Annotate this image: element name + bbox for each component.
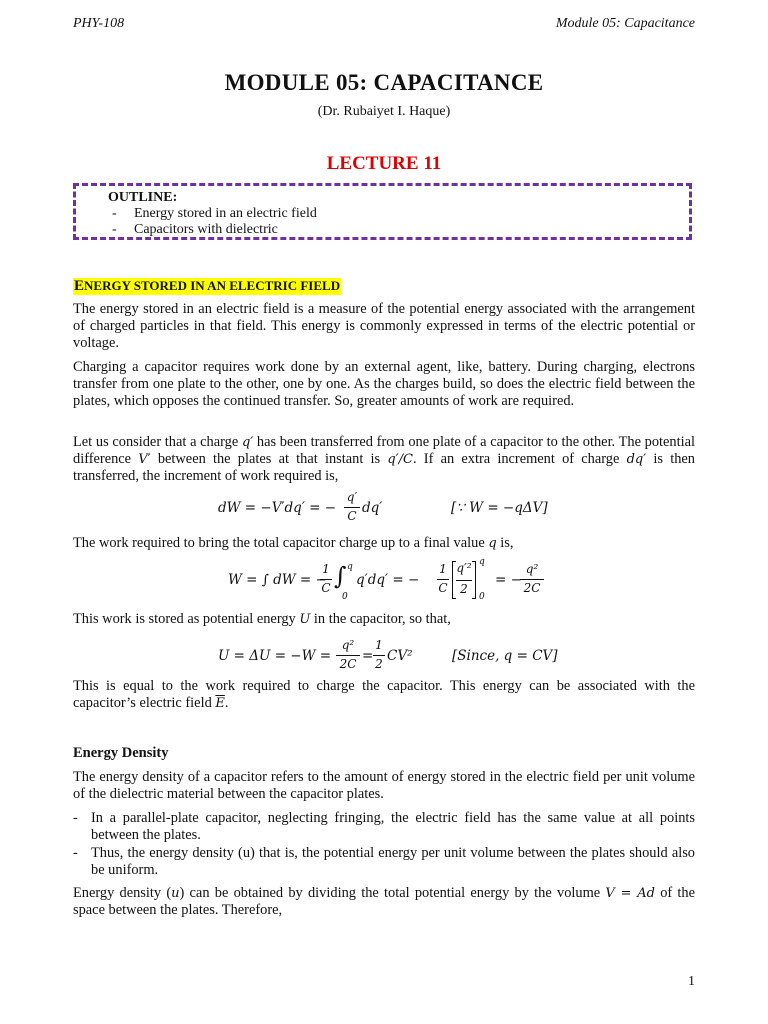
- math-inline: dq′: [626, 452, 647, 467]
- text-run: of the space between the plates. Therefore,: [73, 885, 695, 918]
- eq3-frac1-bar: [336, 655, 360, 656]
- math-inline: q′: [241, 435, 254, 450]
- eq1-fraction-bar: [344, 507, 360, 508]
- eq3-b: =: [362, 648, 374, 664]
- eq1-numerator: q′: [346, 490, 358, 504]
- eq2-br-upper: q: [479, 557, 485, 567]
- paragraph-3: [73, 434, 695, 485]
- math-inline: u: [171, 886, 180, 901]
- eq2-frac1-bar: [320, 579, 332, 580]
- outline-heading: OUTLINE:: [108, 190, 178, 205]
- eq2-c: = −: [495, 572, 522, 588]
- author: (Dr. Rubaiyet I. Haque): [317, 104, 451, 119]
- eq3-c: CV²: [387, 648, 413, 664]
- text-run: is then transferred, the increment of work required is,: [73, 451, 696, 484]
- eq2-frac2-num: 1: [439, 562, 447, 576]
- paragraph-8: [73, 885, 695, 919]
- section-heading-initial: E: [74, 278, 85, 294]
- eq2-br-den: 2: [460, 582, 468, 596]
- text-run: .: [224, 695, 229, 711]
- paragraph-4: [73, 535, 695, 552]
- text-run: ) can be obtained by dividing the total potential energy by the volume: [179, 885, 606, 901]
- list-item: - In a parallel-plate capacitor, neglecting fringing, the electric field has the same value at all points between the plates.: [73, 810, 695, 844]
- paragraph-7: The energy density of a capacitor refers to the amount of energy stored in the electric field per unit volume of the dielectric material between the capacitor plates.: [73, 769, 695, 802]
- eq2-frac2-bar: [437, 579, 449, 580]
- math-inline: V′: [138, 452, 151, 467]
- page-number: 1: [688, 974, 695, 989]
- math-inline: V = Ad: [605, 886, 655, 901]
- list-item: - Thus, the energy density (u) that is, the potential energy per unit volume between the plates should also be uniform.: [73, 845, 695, 879]
- eq2-br-num: q′²: [456, 561, 472, 575]
- eq2-frac3-den: 2C: [523, 581, 541, 595]
- eq1-denominator: C: [347, 509, 357, 523]
- eq3-frac2-bar: [373, 655, 385, 656]
- eq2-br-bar: [456, 580, 472, 581]
- math-inline: U: [299, 612, 311, 627]
- eq2-frac3-bar: [520, 579, 544, 580]
- eq2-b: q′dq′ = −: [356, 572, 420, 588]
- eq2-br-lower: 0: [479, 592, 485, 602]
- eq2-integral-sign: ∫: [334, 562, 347, 590]
- math-inline: $\overline{E}$: [215, 696, 225, 711]
- header-course: PHY-108: [73, 16, 125, 31]
- eq3-frac1-num: q²: [341, 638, 355, 652]
- subheading-energy-density: Energy Density: [73, 745, 169, 761]
- paragraph-6: [73, 678, 695, 712]
- text-run: . If an extra increment of charge: [412, 451, 627, 467]
- paragraph-1: The energy stored in an electric field is a measure of the potential energy associated with the arrangement of charged particles in that field. This energy is commonly expressed in terms of the electric potential or voltage.: [73, 301, 695, 351]
- eq3-a: U = ΔU = −W =: [218, 648, 332, 664]
- text-run: is,: [496, 535, 514, 551]
- eq2-frac1-den: C: [321, 581, 331, 595]
- eq3-frac2-num: 1: [375, 638, 383, 652]
- section-heading-rest: NERGY STORED IN AN ELECTRIC FIELD: [84, 278, 341, 293]
- eq2-frac1-num: 1: [322, 562, 330, 576]
- text-run: This is equal to the work required to charge the capacitor. This energy can be associated with the capacitor’s electric field: [73, 678, 695, 711]
- math-inline: q′/C: [387, 452, 413, 467]
- eq2-int-lower: 0: [342, 592, 348, 602]
- eq1-note: [∵ W = −qΔV]: [451, 500, 548, 516]
- eq2-frac3-num: q²: [525, 562, 539, 576]
- outline-item: - Energy stored in an electric field: [112, 206, 681, 222]
- text-run: This work is stored as potential energy: [73, 611, 300, 627]
- eq3-note: [Since, q = CV]: [452, 648, 558, 664]
- text-run: in the capacitor, so that,: [310, 611, 451, 627]
- text-run: Energy density (: [73, 885, 172, 901]
- eq3-frac2-den: 2: [375, 657, 383, 671]
- outline-item: - Capacitors with dielectric: [112, 222, 681, 238]
- lecture-heading: LECTURE 11: [326, 153, 442, 174]
- eq1-tail: dq′: [362, 500, 383, 516]
- section-heading: [73, 278, 341, 295]
- text-run: Let us consider that a charge: [73, 434, 242, 450]
- header-module: Module 05: Capacitance: [555, 16, 695, 31]
- eq3-frac1-den: 2C: [339, 657, 357, 671]
- eq2-frac2-den: C: [438, 581, 448, 595]
- paragraph-2: Charging a capacitor requires work done by an external agent, like, battery. During charging, electrons transfer from one plate to the other, one by one. As the charges build, so does the electric field between the plates, which opposes the continued transfer. So, greater amounts of work are required.: [73, 359, 695, 409]
- eq2-a: W = ∫ dW = −: [228, 572, 327, 588]
- math-inline: q: [488, 536, 497, 551]
- equation-1-lhs: dW = −V′dq′ = −: [218, 500, 337, 516]
- paragraph-5: [73, 611, 695, 628]
- eq2-int-upper: q: [347, 562, 353, 572]
- text-run: between the plates at that instant is: [150, 451, 388, 467]
- text-run: The work required to bring the total capacitor charge up to a final value: [73, 535, 489, 551]
- page-title: MODULE 05: CAPACITANCE: [224, 70, 544, 95]
- text-run: has been transferred from one plate of a capacitor to the other. The potential difference: [73, 434, 696, 467]
- outline-box: [73, 183, 692, 240]
